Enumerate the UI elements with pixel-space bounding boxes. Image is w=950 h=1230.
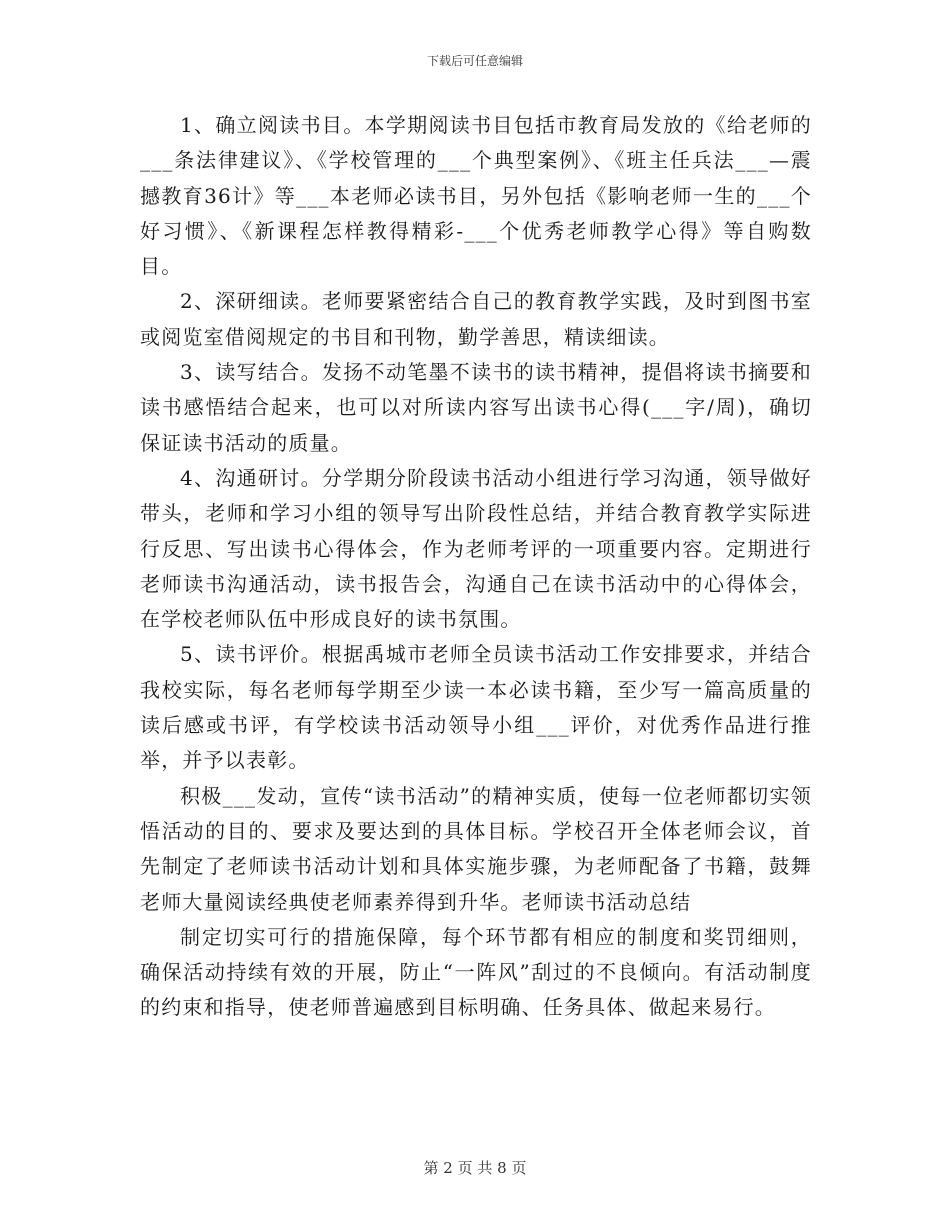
paragraph-reading-list: 1、确立阅读书目。本学期阅读书目包括市教育局发放的《给老师的___条法律建议》、《学校管理的___个典型案例》、《班主任兵法___—震撼教育36计》等___本老师必读书目，另外包括《影响老师一生的___个好习惯》、《新课程怎样教得精彩-___个优秀老师教学心得》等自购数目。 [140, 113, 812, 279]
paragraph-deep-reading: 2、深研细读。老师要紧密结合自己的教育教学实践，及时到图书室或阅览室借阅规定的书目和刊物，勤学善思，精读细读。 [140, 289, 812, 349]
document-body [140, 108, 812, 1026]
paragraph-communication: 4、沟通研讨。分学期分阶段读书活动小组进行学习沟通，领导做好带头，老师和学习小组的领导写出阶段性总结，并结合教育教学实际进行反思、写出读书心得体会，作为老师考评的一项重要内容。定期进行老师读书沟通活动，读书报告会，沟通自己在读书活动中的心得体会，在学校老师队伍中形成良好的读书氛围。 [140, 465, 812, 632]
paragraph-evaluation: 5、读书评价。根据禹城市老师全员读书活动工作安排要求，并结合我校实际，每名老师每学期至少读一本必读书籍，至少写一篇高质量的读后感或书评，有学校读书活动领导小组___评价，对优秀作品进行推举，并予以表彰。 [140, 642, 812, 773]
page-header: 下载后可任意编辑 [426, 54, 523, 68]
paragraph-mobilization: 积极___发动，宣传“读书活动”的精神实质，使每一位老师都切实领悟活动的目的、要求及要达到的具体目标。学校召开全体老师会议，首先制定了老师读书活动计划和具体实施步骤，为老师配备了书籍，鼓舞老师大量阅读经典使老师素养得到升华。老师读书活动总结 [140, 783, 812, 914]
paragraph-measures: 制定切实可行的措施保障，每个环节都有相应的制度和奖罚细则，确保活动持续有效的开展，防止“一阵风”刮过的不良倾向。有活动制度的约束和指导，使老师普遍感到目标明确、任务具体、做起来易行。 [140, 924, 812, 1020]
paragraph-reading-writing: 3、读写结合。发扬不动笔墨不读书的读书精神，提倡将读书摘要和读书感悟结合起来，也可以对所读内容写出读书心得(___字/周)，确切保证读书活动的质量。 [140, 360, 812, 455]
page-footer: 第 2 页 共 8 页 [423, 1159, 527, 1177]
